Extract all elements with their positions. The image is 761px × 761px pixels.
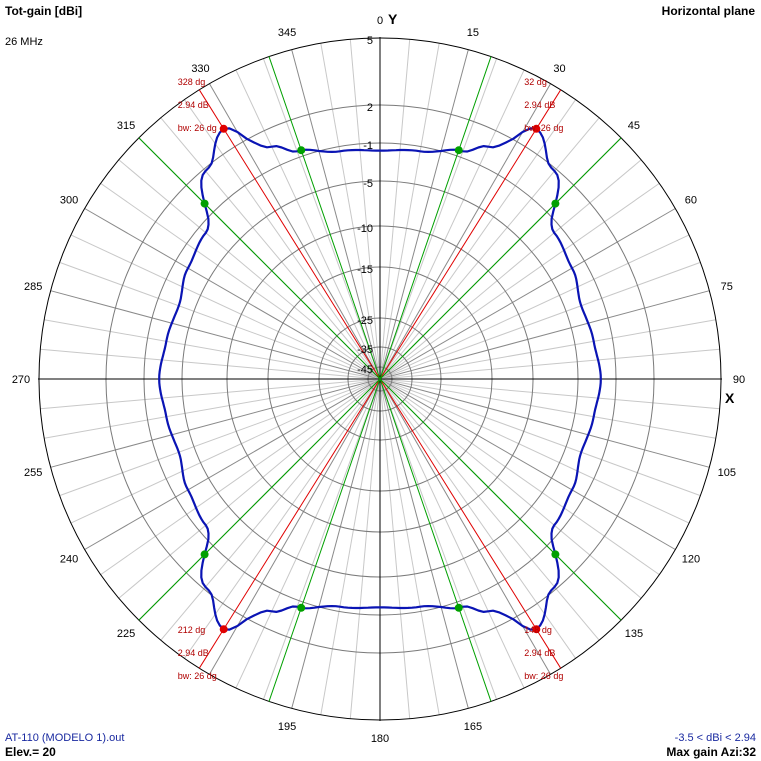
half-power-marker <box>455 146 463 154</box>
lobe-annotation: 32 dg <box>524 76 547 87</box>
grid-spoke <box>380 379 468 708</box>
grid-spoke <box>263 379 380 699</box>
azimuth-tick-label: 165 <box>463 720 483 733</box>
half-power-marker <box>297 146 305 154</box>
grid-spoke <box>380 379 709 467</box>
half-power-marker <box>551 550 559 558</box>
azimuth-tick-label: 330 <box>191 63 210 76</box>
azimuth-tick-label: 270 <box>11 374 31 386</box>
beamwidth-line <box>269 57 380 379</box>
azimuth-tick-label: 15 <box>466 27 480 40</box>
grid-spoke <box>263 59 380 379</box>
grid-spoke <box>380 379 497 699</box>
azimuth-tick-label: 285 <box>24 281 43 294</box>
grid-spoke <box>380 39 410 379</box>
file-name: AT-110 (MODELO 1).out <box>5 732 125 744</box>
azimuth-tick-label: 195 <box>277 720 297 733</box>
grid-spoke <box>60 262 380 379</box>
grid-spoke <box>60 379 380 496</box>
grid-spoke <box>380 70 524 379</box>
beamwidth-line <box>380 379 491 701</box>
azimuth-tick-label: 345 <box>277 27 297 40</box>
grid-spoke <box>51 291 380 379</box>
lobe-annotation: 212 dg <box>177 625 206 636</box>
max-gain-line <box>199 90 380 379</box>
grid-spoke <box>292 50 380 379</box>
grid-spoke <box>51 379 380 467</box>
azimuth-tick-label: 120 <box>681 553 701 566</box>
lobe-annotation: bw: 26 dg <box>524 671 564 682</box>
gain-tick-label: -35 <box>357 344 373 356</box>
lobe-annotation: 2.94 dB <box>524 99 556 110</box>
gain-tick-label: 2 <box>366 102 373 114</box>
lobe-annotation: 328 dg <box>177 76 206 87</box>
grid-spoke <box>71 379 380 523</box>
plane-label: Horizontal plane <box>661 4 755 18</box>
frequency-label: 26 MHz <box>5 36 43 48</box>
gain-tick-label: -45 <box>357 364 373 376</box>
azimuth-tick-label: 300 <box>59 194 79 207</box>
lobe-annotation: 2.94 dB <box>177 99 209 110</box>
half-power-marker <box>551 200 559 208</box>
azimuth-tick-label: 105 <box>717 466 736 479</box>
grid-spoke <box>292 379 380 708</box>
grid-spoke <box>380 379 700 496</box>
max-gain-line <box>380 90 564 379</box>
grid-spoke <box>380 379 689 523</box>
gain-tick-label: -1 <box>363 140 373 152</box>
gain-tick-label: -15 <box>357 264 373 276</box>
grid-spoke <box>236 379 380 688</box>
max-gain-marker <box>220 625 228 633</box>
grid-spoke <box>380 349 720 379</box>
grid-spoke <box>350 379 380 719</box>
gain-tick-label: -5 <box>363 178 373 190</box>
azimuth-tick-label: 30 <box>553 63 566 76</box>
azimuth-tick-label: 225 <box>116 627 136 640</box>
grid-spoke <box>40 379 380 409</box>
half-power-marker <box>455 604 463 612</box>
azimuth-tick-label: 135 <box>624 627 644 640</box>
gain-range: -3.5 < dBi < 2.94 <box>674 732 756 744</box>
beamwidth-line <box>269 379 380 701</box>
elevation-label: Elev.= 20 <box>5 745 56 759</box>
grid-spoke <box>380 291 709 379</box>
lobe-annotation: 148 dg <box>524 625 552 636</box>
lobe-annotation: bw: 26 dg <box>177 122 217 133</box>
max-gain: Max gain Azi:32 <box>666 745 756 759</box>
azimuth-tick-label: 0 <box>376 15 384 27</box>
half-power-marker <box>201 200 209 208</box>
grid-spoke <box>380 379 524 688</box>
grid-spoke <box>380 59 497 379</box>
lobe-annotation: bw: 26 dg <box>524 122 564 133</box>
grid-spoke <box>380 235 689 379</box>
half-power-marker <box>297 604 305 612</box>
half-power-marker <box>201 550 209 558</box>
grid-spoke <box>380 50 468 379</box>
azimuth-tick-label: 180 <box>370 733 390 745</box>
gain-tick-label: -25 <box>357 315 373 327</box>
max-gain-line <box>199 379 380 668</box>
azimuth-tick-label: 75 <box>720 281 733 294</box>
grid-spoke <box>380 379 410 719</box>
azimuth-tick-label: 60 <box>684 194 698 207</box>
lobe-annotation: 2.94 dB <box>177 648 209 659</box>
beamwidth-line <box>380 57 491 379</box>
azimuth-tick-label: 45 <box>627 120 641 133</box>
gain-tick-label: -10 <box>357 223 373 235</box>
azimuth-tick-label: 240 <box>59 553 79 566</box>
lobe-annotation: 2.94 dB <box>524 648 556 659</box>
x-axis-label: X <box>725 390 735 406</box>
azimuth-tick-label: 90 <box>732 374 746 386</box>
lobe-annotation: bw: 26 dg <box>177 671 217 682</box>
y-axis-label: Y <box>388 11 398 27</box>
gain-tick-label: 5 <box>366 35 373 47</box>
grid-spoke <box>71 235 380 379</box>
chart-title: Tot-gain [dBi] <box>5 4 83 18</box>
azimuth-tick-label: 255 <box>24 466 43 479</box>
grid-spoke <box>350 39 380 379</box>
grid-spoke <box>380 262 700 379</box>
grid-spoke <box>40 349 380 379</box>
max-gain-marker <box>220 125 228 133</box>
azimuth-tick-label: 315 <box>116 120 136 133</box>
grid-spoke <box>380 379 720 409</box>
